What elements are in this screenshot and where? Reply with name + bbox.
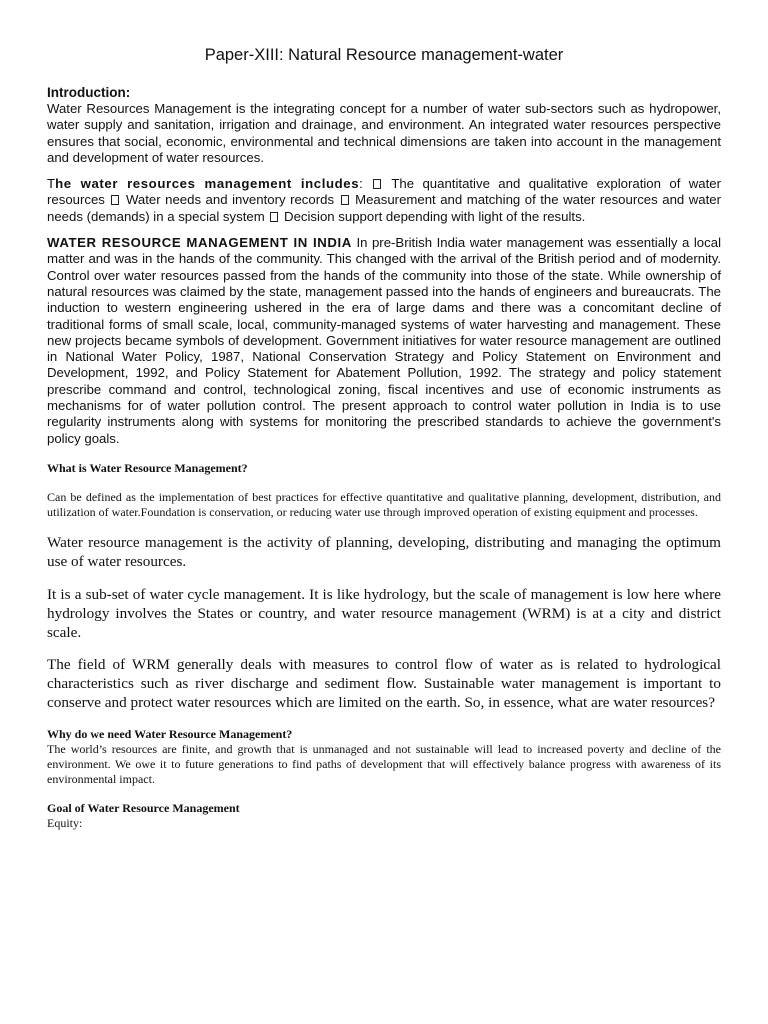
definition-paragraph: Water resource management is the activity of planning, developing, distributing and managing the optimum use of water resources. [47, 534, 721, 571]
includes-colon: : [359, 176, 363, 192]
goal-heading: Goal of Water Resource Management [47, 801, 240, 816]
subset-paragraph: It is a sub-set of water cycle management. It is like hydrology, but the scale of management is low here where hydrology involves the States or country, and water resource management (WRM) is at a city and district scale. [47, 585, 721, 641]
includes-paragraph [47, 176, 721, 225]
india-paragraph [47, 235, 721, 447]
bullet-box-icon [270, 212, 278, 222]
why-need-paragraph: The world’s resources are finite, and growth that is unmanaged and not sustainable will lead to increased poverty and decline of the environment. We owe it to future generations to find paths of development that will effectively balance progress with awareness of its environmental impact. [47, 741, 721, 787]
india-heading: WATER RESOURCE MANAGEMENT IN INDIA [47, 235, 352, 251]
bullet-box-icon [111, 195, 119, 205]
bullet-box-icon [373, 179, 381, 189]
introduction-heading: Introduction: [47, 85, 131, 100]
field-paragraph: The field of WRM generally deals with measures to control flow of water as is related to hydrological characteristics such as river discharge and sediment flow. Sustainable water management is important to conserve and protect water resources which are limited on the earth. So, in essence, what are water resources? [47, 656, 721, 711]
what-is-paragraph: Can be defined as the implementation of best practices for effective quantitative and qualitative planning, development, distribution, and utilization of water.Foundation is conservation, or reducing water use through improved operation of existing equipment and processes. [47, 489, 721, 520]
document-page [47, 46, 721, 832]
includes-lead-bold: he water resources management includes [55, 176, 360, 192]
includes-item: Decision support depending with light of the results. [284, 208, 586, 224]
why-need-heading: Why do we need Water Resource Management? [47, 726, 293, 741]
document-title: Paper-XIII: Natural Resource management-water [204, 46, 564, 64]
bullet-box-icon [341, 195, 349, 205]
includes-item: The quantitative and qualitative exploration of water resources [47, 176, 721, 208]
goal-subheading: Equity: [47, 816, 83, 831]
includes-lead-letter: T [47, 176, 56, 192]
includes-item: Water needs and inventory records [125, 192, 335, 208]
india-body: In pre-British India water management was essentially a local matter and was in the hands of the community. This changed with the arrival of the British period and of modernity. Control over water resources passed from the hands of the community into those of the state. While ownership of natural resources was claimed by the state, management passed into the hands of engineers and bureaucrats. The induction to western engineering ushered in the era of large dams and there was a concomitant decline of traditional forms of small scale, local, community-managed systems of water harvesting and management. These new projects became symbols of development. Government initiatives for water resource management are outlined in National Water Policy, 1987, National Conservation Strategy and Policy Statement on Environment and Development, 1992, and Policy Statement for Abatement Pollution, 1992. The strategy and policy statement prescribe command and control, technological zoning, fiscal incentives and use of economic instruments as mechanisms for of water pollution control. The present approach to control water pollution in India is to use regularity instruments along with systems for monitoring the prescribed standards to achieve the government's policy goals. [47, 235, 721, 446]
what-is-heading: What is Water Resource Management? [47, 460, 248, 475]
includes-item: Measurement and matching of the water resources and water needs (demands) in a special system [47, 192, 721, 224]
introduction-paragraph: Water Resources Management is the integrating concept for a number of water sub-sectors such as hydropower, water supply and sanitation, irrigation and drainage, and environment. An integrated water resources perspective ensures that social, economic, environmental and technical dimensions are taken into account in the management and development of water resources. [47, 101, 721, 165]
